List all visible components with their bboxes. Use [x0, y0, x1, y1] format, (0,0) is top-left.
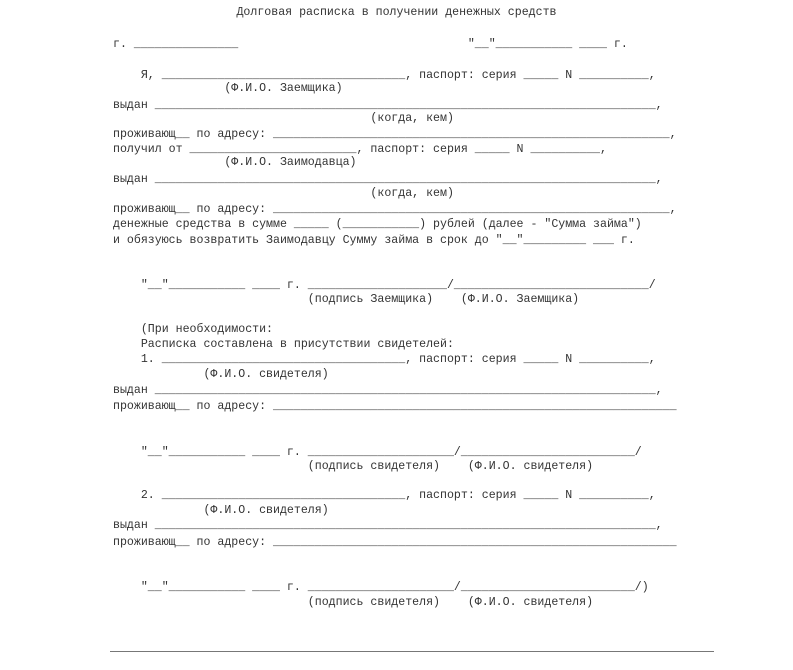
document-line: 1. ___________________________________, паспорт: серия _____ N __________, — [113, 353, 656, 366]
document-line: 2. ___________________________________, паспорт: серия _____ N __________, — [113, 489, 656, 502]
document-line: получил от ________________________, паспорт: серия _____ N __________, — [113, 143, 607, 156]
document-line: и обязуюсь возвратить Заимодавцу Сумму займа в срок до "__"_________ ___ г. — [113, 234, 635, 247]
document-line: проживающ__ по адресу: _________________________________________________________, — [113, 128, 677, 141]
document-line: проживающ__ по адресу: _________________________________________________________, — [113, 203, 677, 216]
document-line: выдан ________________________________________________________________________, — [113, 384, 663, 397]
document-line: Расписка составлена в присутствии свидетелей: — [113, 338, 454, 351]
document-line: (подпись Заемщика) (Ф.И.О. Заемщика) — [113, 293, 580, 306]
document-line: (Ф.И.О. Заимодавца) — [113, 156, 357, 169]
document-line: (подпись свидетеля) (Ф.И.О. свидетеля) — [113, 596, 594, 609]
document-line: "__"___________ ____ г. _____________________/_________________________/) — [113, 581, 649, 594]
document-line: проживающ__ по адресу: __________________________________________________________ — [113, 400, 677, 413]
document-line: "__"___________ ____ г. _____________________/_________________________/ — [113, 446, 642, 459]
document-line: выдан ________________________________________________________________________, — [113, 173, 663, 186]
document-line: выдан ________________________________________________________________________, — [113, 519, 663, 532]
document-line: (Ф.И.О. свидетеля) — [113, 504, 329, 517]
document-line: "__"___________ ____ г. ____________________/____________________________/ — [113, 279, 656, 292]
document-line: (Ф.И.О. свидетеля) — [113, 368, 329, 381]
document-line: (когда, кем) — [113, 112, 454, 125]
document-line: денежные средства в сумме _____ (___________) рублей (далее - "Сумма займа") — [113, 218, 642, 231]
document-line: (когда, кем) — [113, 187, 454, 200]
document-line: (подпись свидетеля) (Ф.И.О. свидетеля) — [113, 460, 594, 473]
document-line: выдан ________________________________________________________________________, — [113, 99, 663, 112]
bottom-divider — [110, 651, 714, 652]
document-line: проживающ__ по адресу: __________________________________________________________ — [113, 536, 677, 549]
document-line: (При необходимости: — [113, 323, 274, 336]
document-line: Я, ___________________________________, паспорт: серия _____ N __________, — [113, 69, 656, 82]
document-line: (Ф.И.О. Заемщика) — [113, 82, 343, 95]
document-line: г. _______________ "__"___________ ____ г. — [113, 38, 628, 51]
document-title: Долговая расписка в получении денежных средств — [236, 6, 557, 19]
